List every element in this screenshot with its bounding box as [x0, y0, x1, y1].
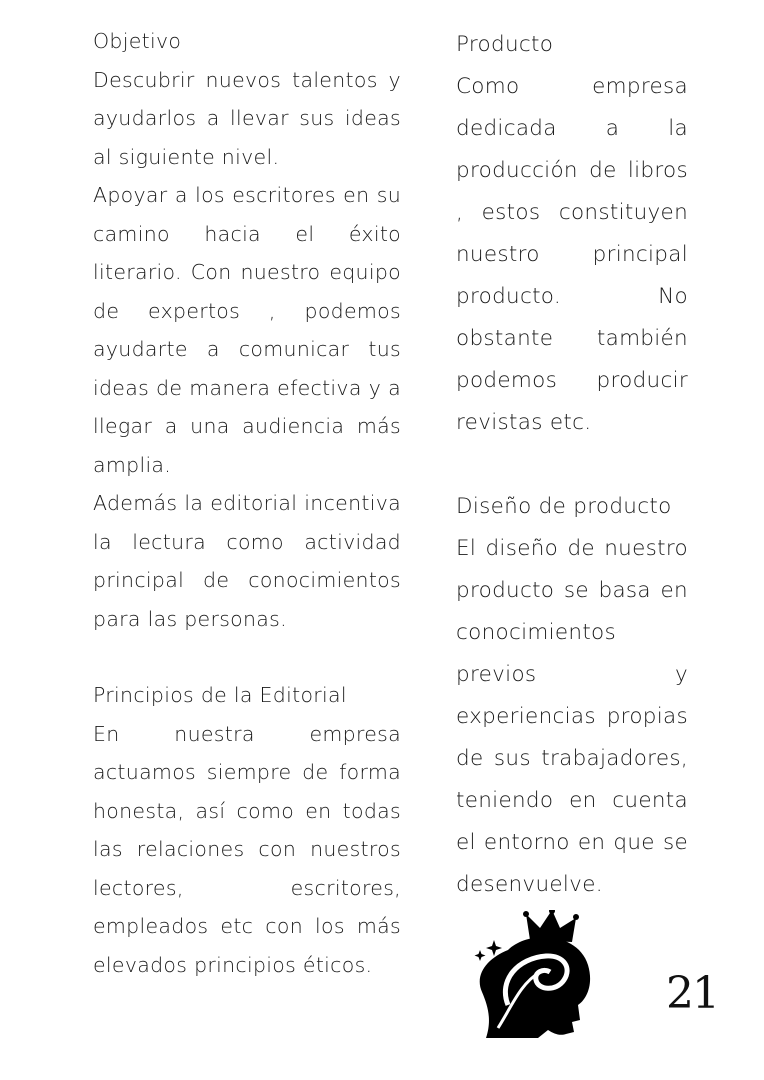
objective-paragraph-3: Además la editorial incentiva la lectura como actividad principal de conocimientos para las personas. — [93, 491, 401, 631]
design-paragraph: El diseño de nuestro producto se basa en conocimientos previos y experiencias propias de sus trabajadores, teniendo en cuenta el entorno en que se desenvuelve. — [456, 536, 688, 897]
crowned-queen-silhouette-icon — [468, 910, 602, 1038]
objective-paragraph-1: Descubrir nuevos talentos y ayudarlos a llevar sus ideas al siguiente nivel. — [93, 67, 401, 169]
section-gap — [93, 638, 401, 676]
left-column — [93, 22, 401, 984]
section-gap — [456, 444, 688, 486]
product-paragraph: Como empresa dedicada a la producción de libros , estos constituyen nuestro principal producto. No obstante también podemos producir revistas etc. — [456, 74, 688, 435]
objective-heading: Objetivo — [93, 29, 182, 53]
page-number: 21 — [666, 968, 718, 1019]
objective-paragraph-2: Apoyar a los escritores en su camino hacia el éxito literario. Con nuestro equipo de expertos , podemos ayudarte a comunicar tus ideas de manera efectiva y a llegar a una audiencia más amplia. — [93, 183, 401, 477]
product-heading: Producto — [456, 32, 554, 57]
principles-paragraph: En nuestra empresa actuamos siempre de forma honesta, así como en todas las relaciones con nuestros lectores, escritores, empleados etc con los más elevados principios éticos. — [93, 721, 401, 977]
design-heading: Diseño de producto — [456, 494, 672, 519]
right-column — [456, 24, 688, 906]
principles-heading: Principios de la Editorial — [93, 683, 347, 707]
